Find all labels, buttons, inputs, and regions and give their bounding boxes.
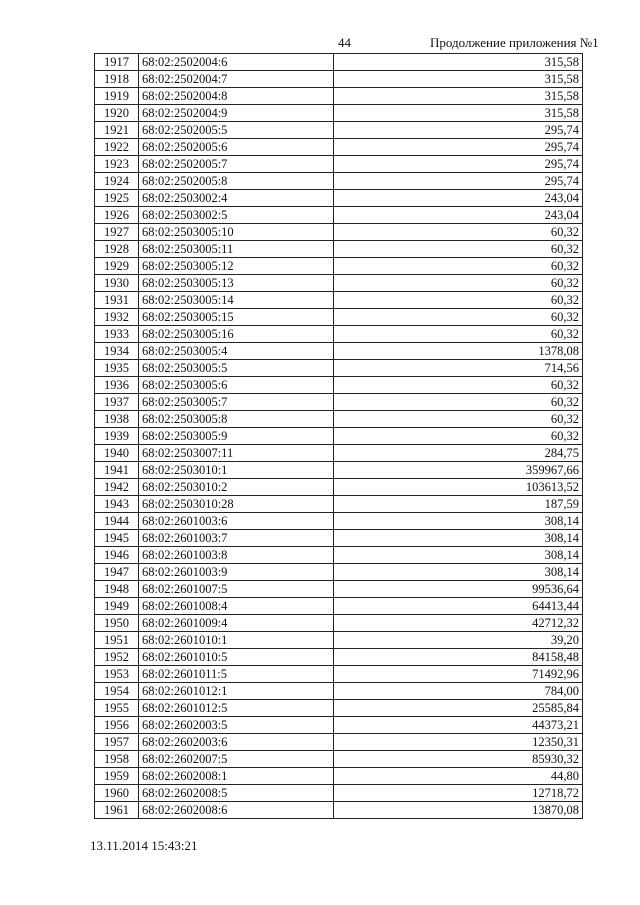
cadastral-number-cell: 68:02:2502004:6 xyxy=(139,54,334,71)
value-cell: 12718,72 xyxy=(334,785,583,802)
value-cell: 315,58 xyxy=(334,105,583,122)
cadastral-number-cell: 68:02:2601012:5 xyxy=(139,700,334,717)
row-number-cell: 1939 xyxy=(95,428,139,445)
cadastral-number-cell: 68:02:2601011:5 xyxy=(139,666,334,683)
row-number-cell: 1927 xyxy=(95,224,139,241)
row-number-cell: 1920 xyxy=(95,105,139,122)
table-row xyxy=(95,156,583,173)
registry-body xyxy=(95,54,583,819)
row-number-cell: 1941 xyxy=(95,462,139,479)
table-row xyxy=(95,428,583,445)
value-cell: 315,58 xyxy=(334,88,583,105)
row-number-cell: 1933 xyxy=(95,326,139,343)
cadastral-number-cell: 68:02:2503002:5 xyxy=(139,207,334,224)
table-row xyxy=(95,326,583,343)
table-row xyxy=(95,462,583,479)
value-cell: 39,20 xyxy=(334,632,583,649)
value-cell: 60,32 xyxy=(334,377,583,394)
value-cell: 60,32 xyxy=(334,326,583,343)
continuation-title: Продолжение приложения №1 xyxy=(430,35,599,50)
table-row xyxy=(95,564,583,581)
row-number-cell: 1938 xyxy=(95,411,139,428)
value-cell: 60,32 xyxy=(334,241,583,258)
row-number-cell: 1944 xyxy=(95,513,139,530)
cadastral-number-cell: 68:02:2601003:7 xyxy=(139,530,334,547)
cadastral-number-cell: 68:02:2601008:4 xyxy=(139,598,334,615)
table-row xyxy=(95,292,583,309)
table-row xyxy=(95,768,583,785)
table-row xyxy=(95,173,583,190)
table-row xyxy=(95,734,583,751)
cadastral-number-cell: 68:02:2502005:8 xyxy=(139,173,334,190)
table-row xyxy=(95,360,583,377)
row-number-cell: 1958 xyxy=(95,751,139,768)
row-number-cell: 1923 xyxy=(95,156,139,173)
value-cell: 243,04 xyxy=(334,190,583,207)
cadastral-number-cell: 68:02:2602007:5 xyxy=(139,751,334,768)
table-row xyxy=(95,496,583,513)
value-cell: 99536,64 xyxy=(334,581,583,598)
value-cell: 60,32 xyxy=(334,411,583,428)
cadastral-number-cell: 68:02:2601003:6 xyxy=(139,513,334,530)
cadastral-number-cell: 68:02:2502004:9 xyxy=(139,105,334,122)
page-number: 44 xyxy=(338,35,351,50)
value-cell: 284,75 xyxy=(334,445,583,462)
value-cell: 359967,66 xyxy=(334,462,583,479)
row-number-cell: 1934 xyxy=(95,343,139,360)
table-row xyxy=(95,139,583,156)
row-number-cell: 1926 xyxy=(95,207,139,224)
row-number-cell: 1960 xyxy=(95,785,139,802)
row-number-cell: 1931 xyxy=(95,292,139,309)
cadastral-number-cell: 68:02:2602003:5 xyxy=(139,717,334,734)
table-row xyxy=(95,649,583,666)
value-cell: 13870,08 xyxy=(334,802,583,819)
table-row xyxy=(95,258,583,275)
value-cell: 42712,32 xyxy=(334,615,583,632)
cadastral-number-cell: 68:02:2502004:8 xyxy=(139,88,334,105)
row-number-cell: 1948 xyxy=(95,581,139,598)
cadastral-number-cell: 68:02:2503005:8 xyxy=(139,411,334,428)
cadastral-number-cell: 68:02:2503005:5 xyxy=(139,360,334,377)
cadastral-number-cell: 68:02:2601003:8 xyxy=(139,547,334,564)
cadastral-number-cell: 68:02:2502004:7 xyxy=(139,71,334,88)
cadastral-number-cell: 68:02:2601003:9 xyxy=(139,564,334,581)
row-number-cell: 1956 xyxy=(95,717,139,734)
print-timestamp: 13.11.2014 15:43:21 xyxy=(90,838,198,853)
value-cell: 44,80 xyxy=(334,768,583,785)
table-row xyxy=(95,445,583,462)
value-cell: 295,74 xyxy=(334,156,583,173)
cadastral-number-cell: 68:02:2503005:4 xyxy=(139,343,334,360)
table-row xyxy=(95,547,583,564)
value-cell: 315,58 xyxy=(334,71,583,88)
table-row xyxy=(95,190,583,207)
row-number-cell: 1932 xyxy=(95,309,139,326)
cadastral-number-cell: 68:02:2503005:12 xyxy=(139,258,334,275)
table-row xyxy=(95,717,583,734)
row-number-cell: 1959 xyxy=(95,768,139,785)
value-cell: 60,32 xyxy=(334,292,583,309)
row-number-cell: 1918 xyxy=(95,71,139,88)
value-cell: 1378,08 xyxy=(334,343,583,360)
value-cell: 187,59 xyxy=(334,496,583,513)
row-number-cell: 1953 xyxy=(95,666,139,683)
cadastral-number-cell: 68:02:2503005:14 xyxy=(139,292,334,309)
table-row xyxy=(95,751,583,768)
cadastral-number-cell: 68:02:2503010:2 xyxy=(139,479,334,496)
value-cell: 295,74 xyxy=(334,139,583,156)
row-number-cell: 1949 xyxy=(95,598,139,615)
value-cell: 60,32 xyxy=(334,428,583,445)
row-number-cell: 1961 xyxy=(95,802,139,819)
cadastral-number-cell: 68:02:2502005:6 xyxy=(139,139,334,156)
cadastral-number-cell: 68:02:2601010:5 xyxy=(139,649,334,666)
row-number-cell: 1935 xyxy=(95,360,139,377)
value-cell: 64413,44 xyxy=(334,598,583,615)
value-cell: 308,14 xyxy=(334,513,583,530)
table-row xyxy=(95,479,583,496)
value-cell: 103613,52 xyxy=(334,479,583,496)
row-number-cell: 1957 xyxy=(95,734,139,751)
table-row xyxy=(95,122,583,139)
table-row xyxy=(95,105,583,122)
value-cell: 295,74 xyxy=(334,173,583,190)
value-cell: 308,14 xyxy=(334,564,583,581)
row-number-cell: 1929 xyxy=(95,258,139,275)
cadastral-number-cell: 68:02:2503002:4 xyxy=(139,190,334,207)
table-row xyxy=(95,632,583,649)
cadastral-number-cell: 68:02:2602003:6 xyxy=(139,734,334,751)
value-cell: 784,00 xyxy=(334,683,583,700)
row-number-cell: 1930 xyxy=(95,275,139,292)
cadastral-number-cell: 68:02:2503005:7 xyxy=(139,394,334,411)
value-cell: 60,32 xyxy=(334,224,583,241)
cadastral-number-cell: 68:02:2503005:6 xyxy=(139,377,334,394)
cadastral-number-cell: 68:02:2602008:1 xyxy=(139,768,334,785)
table-row xyxy=(95,666,583,683)
row-number-cell: 1943 xyxy=(95,496,139,513)
cadastral-number-cell: 68:02:2601010:1 xyxy=(139,632,334,649)
table-row xyxy=(95,377,583,394)
table-row xyxy=(95,224,583,241)
cadastral-number-cell: 68:02:2503005:10 xyxy=(139,224,334,241)
table-row xyxy=(95,394,583,411)
value-cell: 60,32 xyxy=(334,309,583,326)
row-number-cell: 1922 xyxy=(95,139,139,156)
row-number-cell: 1955 xyxy=(95,700,139,717)
row-number-cell: 1951 xyxy=(95,632,139,649)
cadastral-number-cell: 68:02:2503005:15 xyxy=(139,309,334,326)
row-number-cell: 1919 xyxy=(95,88,139,105)
value-cell: 714,56 xyxy=(334,360,583,377)
table-row xyxy=(95,71,583,88)
value-cell: 295,74 xyxy=(334,122,583,139)
row-number-cell: 1952 xyxy=(95,649,139,666)
table-row xyxy=(95,275,583,292)
value-cell: 315,58 xyxy=(334,54,583,71)
cadastral-number-cell: 68:02:2502005:5 xyxy=(139,122,334,139)
value-cell: 308,14 xyxy=(334,547,583,564)
cadastral-number-cell: 68:02:2503005:16 xyxy=(139,326,334,343)
cadastral-number-cell: 68:02:2601012:1 xyxy=(139,683,334,700)
cadastral-number-cell: 68:02:2503010:1 xyxy=(139,462,334,479)
cadastral-number-cell: 68:02:2503005:9 xyxy=(139,428,334,445)
cadastral-number-cell: 68:02:2503010:28 xyxy=(139,496,334,513)
table-row xyxy=(95,54,583,71)
row-number-cell: 1942 xyxy=(95,479,139,496)
row-number-cell: 1950 xyxy=(95,615,139,632)
value-cell: 71492,96 xyxy=(334,666,583,683)
row-number-cell: 1946 xyxy=(95,547,139,564)
table-row xyxy=(95,785,583,802)
table-row xyxy=(95,802,583,819)
value-cell: 25585,84 xyxy=(334,700,583,717)
cadastral-number-cell: 68:02:2602008:5 xyxy=(139,785,334,802)
row-number-cell: 1924 xyxy=(95,173,139,190)
row-number-cell: 1925 xyxy=(95,190,139,207)
value-cell: 308,14 xyxy=(334,530,583,547)
table-row xyxy=(95,411,583,428)
row-number-cell: 1940 xyxy=(95,445,139,462)
row-number-cell: 1937 xyxy=(95,394,139,411)
table-row xyxy=(95,513,583,530)
row-number-cell: 1936 xyxy=(95,377,139,394)
row-number-cell: 1954 xyxy=(95,683,139,700)
table-row xyxy=(95,581,583,598)
table-row xyxy=(95,598,583,615)
value-cell: 60,32 xyxy=(334,258,583,275)
cadastral-number-cell: 68:02:2503007:11 xyxy=(139,445,334,462)
table-row xyxy=(95,683,583,700)
registry-table xyxy=(94,53,583,819)
table-row xyxy=(95,700,583,717)
table-row xyxy=(95,309,583,326)
value-cell: 243,04 xyxy=(334,207,583,224)
table-row xyxy=(95,615,583,632)
value-cell: 84158,48 xyxy=(334,649,583,666)
value-cell: 85930,32 xyxy=(334,751,583,768)
cadastral-number-cell: 68:02:2601007:5 xyxy=(139,581,334,598)
row-number-cell: 1928 xyxy=(95,241,139,258)
value-cell: 60,32 xyxy=(334,275,583,292)
cadastral-number-cell: 68:02:2601009:4 xyxy=(139,615,334,632)
row-number-cell: 1945 xyxy=(95,530,139,547)
cadastral-number-cell: 68:02:2503005:13 xyxy=(139,275,334,292)
table-row xyxy=(95,88,583,105)
table-row xyxy=(95,241,583,258)
cadastral-number-cell: 68:02:2602008:6 xyxy=(139,802,334,819)
table-row xyxy=(95,207,583,224)
value-cell: 60,32 xyxy=(334,394,583,411)
cadastral-number-cell: 68:02:2502005:7 xyxy=(139,156,334,173)
value-cell: 12350,31 xyxy=(334,734,583,751)
row-number-cell: 1947 xyxy=(95,564,139,581)
value-cell: 44373,21 xyxy=(334,717,583,734)
table-row xyxy=(95,530,583,547)
row-number-cell: 1917 xyxy=(95,54,139,71)
cadastral-number-cell: 68:02:2503005:11 xyxy=(139,241,334,258)
table-row xyxy=(95,343,583,360)
row-number-cell: 1921 xyxy=(95,122,139,139)
